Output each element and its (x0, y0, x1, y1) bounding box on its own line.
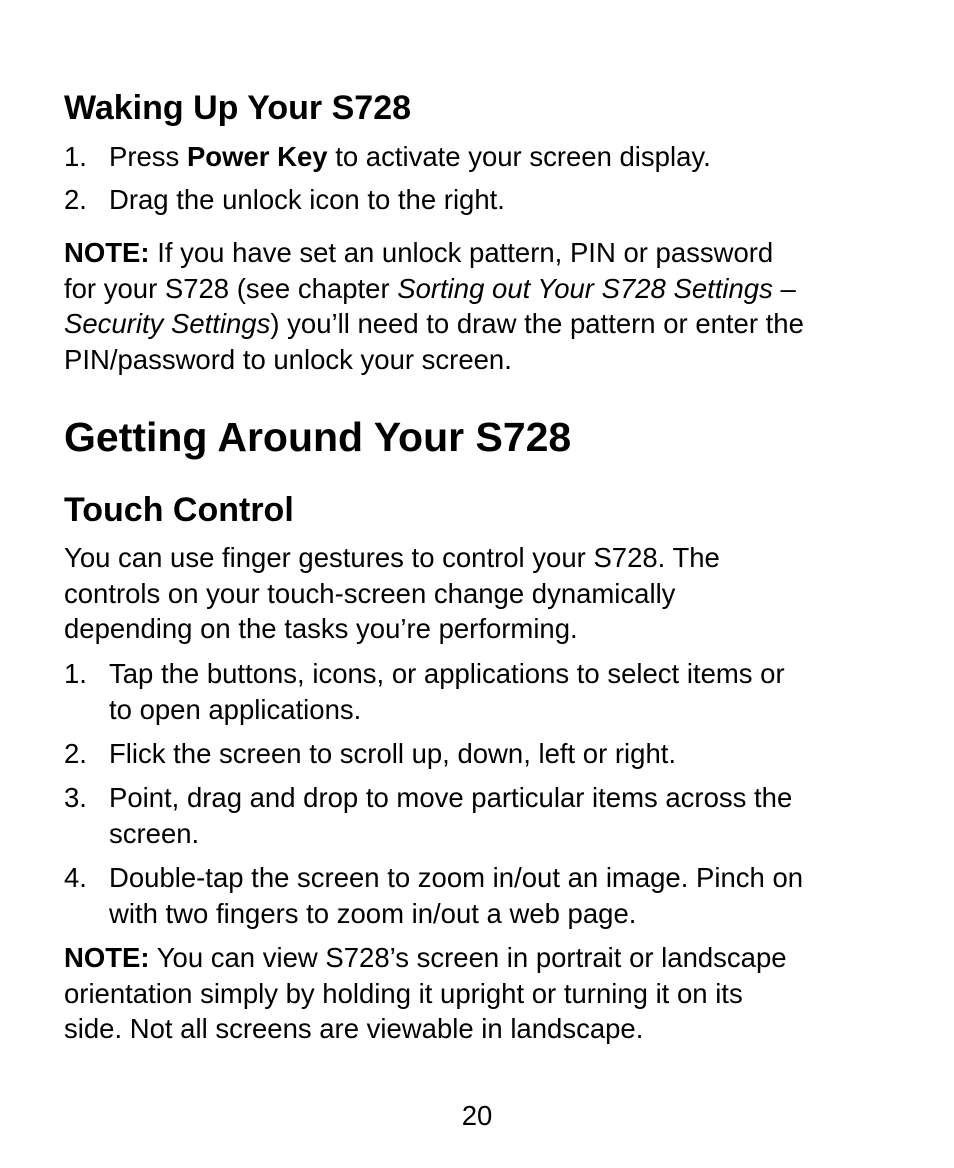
list-item-text: Point, drag and drop to move particular items across the screen. (109, 782, 793, 849)
page-number: 20 (461, 1100, 493, 1131)
paragraph-line: controls on your touch-screen change dynamically (64, 577, 676, 609)
list-item-text (109, 182, 889, 218)
list-item-number: 1. (64, 658, 87, 689)
list-item-text (109, 139, 889, 175)
note-text: for your S728 (see chapter (64, 272, 398, 304)
list-item-number: 1. (64, 141, 87, 172)
step-text-pre: Press (109, 141, 187, 172)
power-key-label: Power Key (186, 141, 328, 172)
list-item-number: 4. (64, 862, 87, 893)
chapter-heading-getting-around: Getting Around Your S728 (64, 414, 572, 460)
list-item-text: Flick the screen to scroll up, down, left or right. (109, 738, 677, 769)
list-item-number: 2. (64, 738, 87, 769)
step-text: Drag the unlock icon to the right. (109, 184, 505, 215)
paragraph-line: depending on the tasks you’re performing. (64, 613, 578, 644)
note-orientation (64, 940, 884, 1047)
step-text-post: to activate your screen display. (327, 141, 711, 172)
note-text: If you have set an unlock pattern, PIN or password (149, 237, 774, 268)
paragraph-line: You can use finger gestures to control your S728. The (64, 542, 720, 573)
list-item-number: 3. (64, 782, 87, 813)
note-text: side. Not all screens are viewable in landscape. (64, 1013, 644, 1044)
note-unlock (64, 235, 884, 377)
chapter-reference: Sorting out Your S728 Settings – (397, 272, 796, 304)
touch-intro-paragraph (64, 540, 884, 647)
note-text: orientation simply by holding it upright or turning it on its (64, 977, 743, 1009)
chapter-reference: Security Settings (64, 308, 271, 339)
list-item-text: Tap the buttons, icons, or applications to select items or to open applications. (109, 658, 785, 725)
list-item-text: Double-tap the screen to zoom in/out an image. Pinch on with two fingers to zoom in/out a web page. (109, 862, 804, 929)
list-item-number: 2. (64, 184, 87, 215)
note-text: ) you’ll need to draw the pattern or enter the (270, 308, 804, 339)
section-heading-touch-control: Touch Control (64, 491, 294, 529)
note-label: NOTE: (64, 942, 150, 973)
note-label: NOTE: (64, 237, 150, 268)
note-text: You can view S728’s screen in portrait or landscape (149, 942, 787, 973)
section-heading-waking-up: Waking Up Your S728 (64, 89, 412, 127)
note-text: PIN/password to unlock your screen. (64, 343, 512, 375)
